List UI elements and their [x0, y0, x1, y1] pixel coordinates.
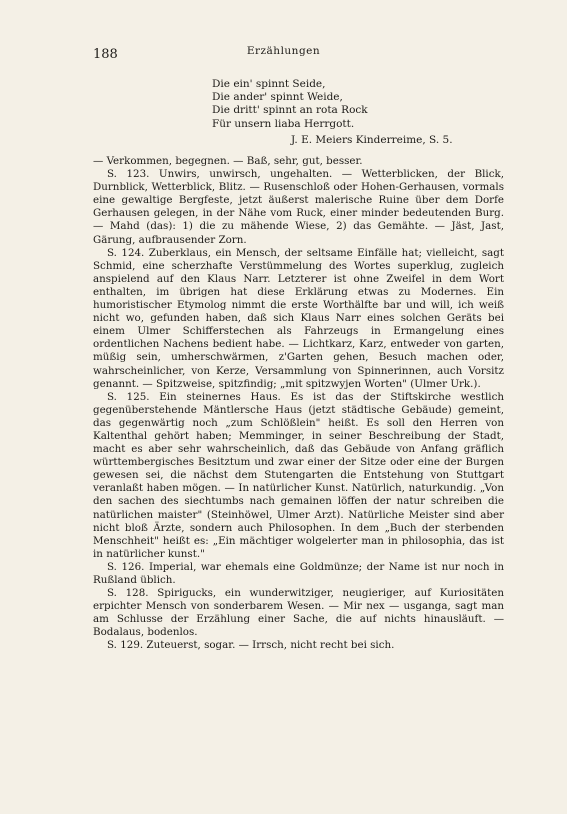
paragraph-s126: S. 126. Imperial, war ehemals eine Goldmünze; der Name ist nur noch in Rußland üblich. — [93, 560, 504, 586]
verse-line: Die ein' spinnt Seide, — [212, 78, 326, 90]
annotations-body — [93, 155, 504, 653]
paragraph-s128: S. 128. Spirigucks, ein wunderwitziger, neugieriger, auf Kuriositäten erpichter Mensch von sonderbarem Wesen. — Mir nex — usganga, sagt man am Schlusse der Erzählung einer Sache, die auf nichts hinausläuft. — Bodalaus, bodenlos. — [93, 587, 504, 639]
paragraph-s129: S. 129. Zuteuerst, sogar. — Irrsch, nicht recht bei sich. — [107, 639, 395, 652]
verse-block — [212, 78, 368, 131]
page-number: 188 — [93, 47, 118, 62]
verse-line: Die dritt' spinnt an rota Rock — [212, 104, 368, 117]
running-head: Erzählungen — [246, 45, 321, 57]
paragraph-s125: S. 125. Ein steinernes Haus. Es ist das der Stiftskirche westlich gegenüberstehende Mäntlersche Haus (jetzt städtische Gebäude) gemeint, das gegenwärtig noch „zum Schlößlein" heißt. Es soll den Herren von Kaltenthal gehört haben; Memminger, in seiner Beschreibung der Stadt, macht es aber sehr wahrscheinlich, daß das Gebäude von Anfang gräflich württembergisches Besitztum und zwar einer der Sitze oder eine der Burgen gewesen sei, die nächst dem Stutengarten die Entstehung von Stuttgart veranlaßt haben mögen. — In natürlicher Kunst. Natürlich, naturkundig. „Von den sachen des siechtumbs nach gemainen löffen der natur schreiben die natürlichen maister" (Steinhöwel, Ulmer Arzt). Natürliche Meister sind aber nicht bloß Ärzte, sondern auch Philosophen. In dem „Buch der sterbenden Menschheit" heißt es: „Ein mächtiger wolgelerter man in philosophia, das ist in natürlicher kunst." — [93, 390, 504, 560]
verse-source: J. E. Meiers Kinderreime, S. 5. — [291, 134, 453, 146]
paragraph-s123: S. 123. Unwirs, unwirsch, ungehalten. — Wetterblicken, der Blick, Durnblick, Wetterblick, Blitz. — Rusenschloß oder Hohen-Gerhausen, vormals eine gewaltige Bergfeste, jetzt äußerst malerische Ruine über dem Dorfe Gerhausen gelegen, in der Nähe vom Ruck, einer minder bedeutenden Burg. — Mahd (das): 1) die zu mähende Wiese, 2) das Gemähte. — Jäst, Jast, Gärung, aufbrausender Zorn. — [93, 168, 504, 246]
verse-line: Für unsern liaba Herrgott. — [212, 117, 355, 130]
verse-line: Die ander' spinnt Weide, — [212, 91, 343, 104]
paragraph-intro: — Verkommen, begegnen. — Baß, sehr, gut, besser. — [93, 155, 363, 167]
paragraph-s124: S. 124. Zuberklaus, ein Mensch, der seltsame Einfälle hat; vielleicht, sagt Schmid, eine scherzhafte Verstümmelung des Wortes superklug, zugleich anspielend auf den Klaus Narr. Letzterer ist ohne Zweifel in dem Wort enthalten, im übrigen hat diese Erklärung etwas zu Modernes. Ein humoristischer Etymolog nimmt die erste Worthälfte bar und will, ich weiß nicht wo, gefunden haben, daß sich Klaus Narr eines solchen Geräts bei einem Ulmer Schifferstechen als Fahrzeugs in Ermangelung eines ordentlichen Nachens bedient habe. — Lichtkarz, Karz, entweder von garten, müßig sein, umherschwärmen, z'Garten gehen, Besuch machen oder, wahrscheinlicher, von Kerze, Versammlung von Spinnerinnen, auch Vorsitz genannt. — Spitzweise, spitzfindig; „mit spitzwyjen Worten" (Ulmer Urk.). — [93, 246, 504, 390]
